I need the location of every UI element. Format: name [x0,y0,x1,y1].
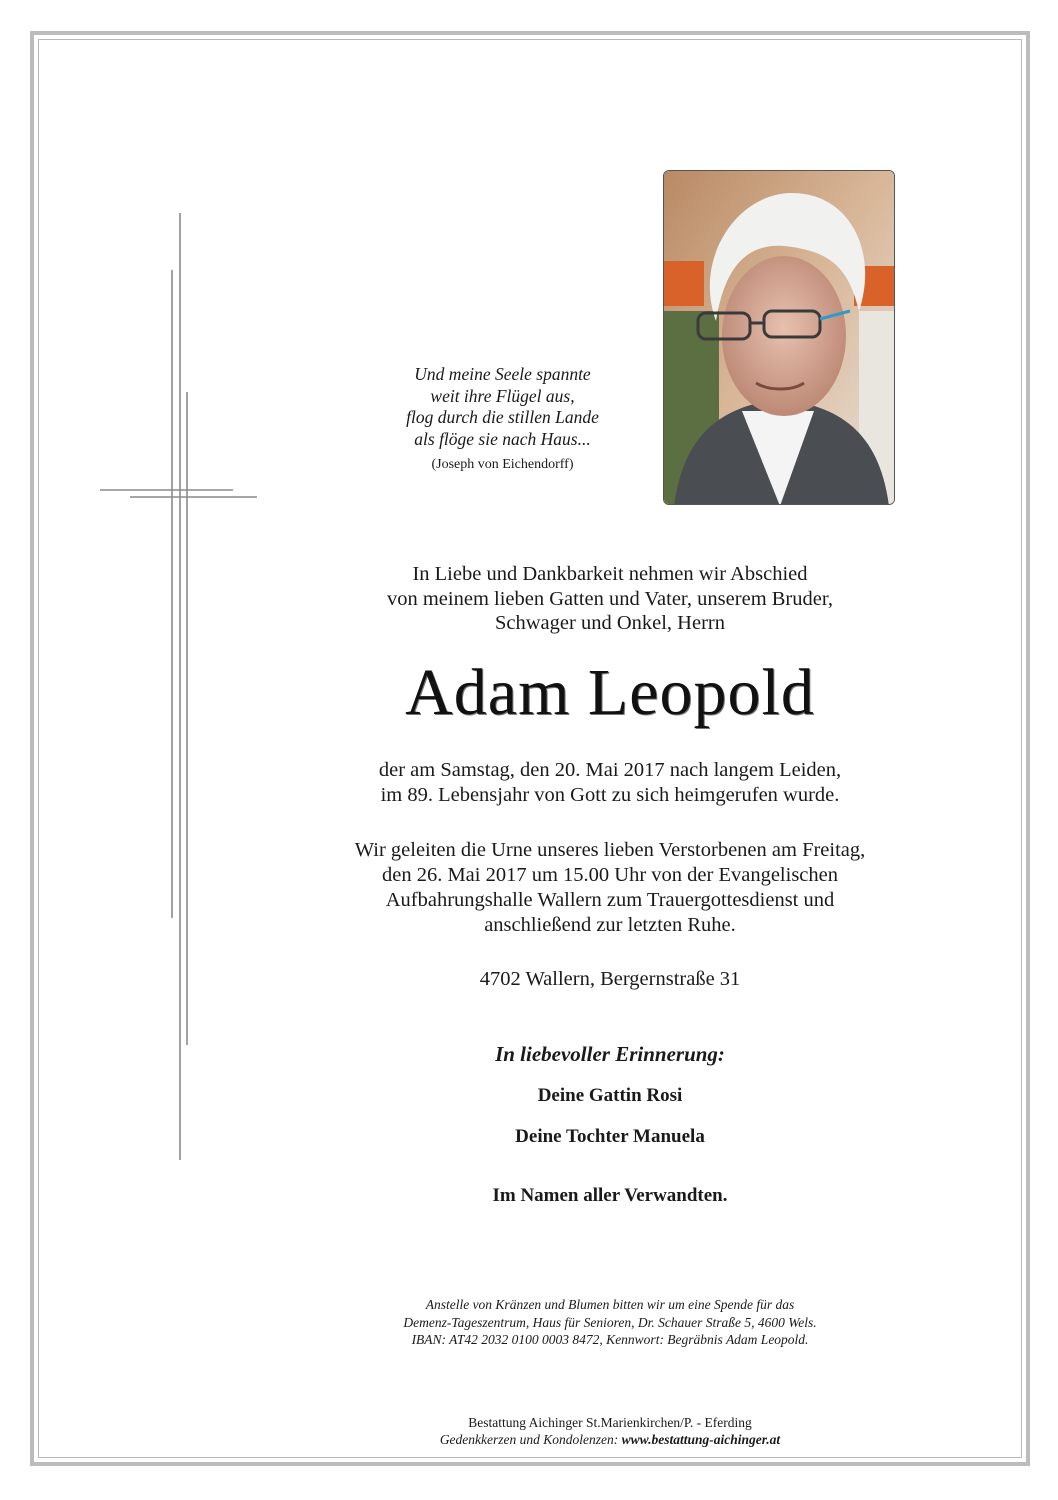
death-notice [260,758,960,808]
funeral-line: den 26. Mai 2017 um 15.00 Uhr von der Evangelischen [381,864,839,886]
death-line: der am Samstag, den 20. Mai 2017 nach langem Leiden, [378,759,842,781]
donation-note [300,1296,920,1349]
funeral-details [260,838,960,938]
donation-line: IBAN: AT42 2032 0100 0003 8472, Kennwort: Begräbnis Adam Leopold. [411,1332,809,1347]
donation-line: Demenz-Tageszentrum, Haus für Senioren, Dr. Schauer Straße 5, 4600 Wels. [403,1314,817,1330]
farewell-intro [260,562,960,636]
condolence-line [300,1431,920,1448]
portrait-photo [663,170,895,505]
quote-line: Und meine Seele spannte [414,364,591,384]
quote-line: als flöge sie nach Haus... [414,428,591,449]
quote-author: (Joseph von Eichendorff) [431,457,574,472]
funeral-home: Bestattung Aichinger St.Marienkirchen/P. - Eferding [468,1415,752,1430]
death-line: im 89. Lebensjahr von Gott zu sich heimgerufen wurde. [380,784,840,806]
donation-line: Anstelle von Kränzen und Blumen bitten wir um eine Spende für das [425,1297,795,1312]
intro-line: In Liebe und Dankbarkeit nehmen wir Abschied [412,563,808,585]
footer [300,1414,920,1448]
intro-line: Schwager und Onkel, Herrn [495,612,725,634]
memory-heading: In liebevoller Erinnerung: [495,1042,725,1066]
mourner-wife: Deine Gattin Rosi [537,1085,683,1106]
website-link[interactable]: www.bestattung-aichinger.at [621,1432,781,1447]
mourner-daughter: Deine Tochter Manuela [515,1126,705,1147]
funeral-line: Aufbahrungshalle Wallern zum Trauergottesdienst und [385,889,835,911]
deceased-name: Adam Leopold [405,656,815,729]
relatives-line: Im Namen aller Verwandten. [492,1185,728,1206]
funeral-line: Wir geleiten die Urne unseres lieben Verstorbenen am Freitag, [354,839,866,861]
quote-line: flog durch die stillen Lande [406,407,599,427]
condolence-label: Gedenkkerzen und Kondolenzen: [439,1432,622,1447]
cross-icon [0,0,300,1200]
address: 4702 Wallern, Bergernstraße 31 [479,968,741,990]
funeral-line: anschließend zur letzten Ruhe. [484,914,736,936]
quote-line: weit ihre Flügel aus, [430,385,575,406]
quote [360,364,645,476]
intro-line: von meinem lieben Gatten und Vater, unserem Bruder, [386,587,833,610]
